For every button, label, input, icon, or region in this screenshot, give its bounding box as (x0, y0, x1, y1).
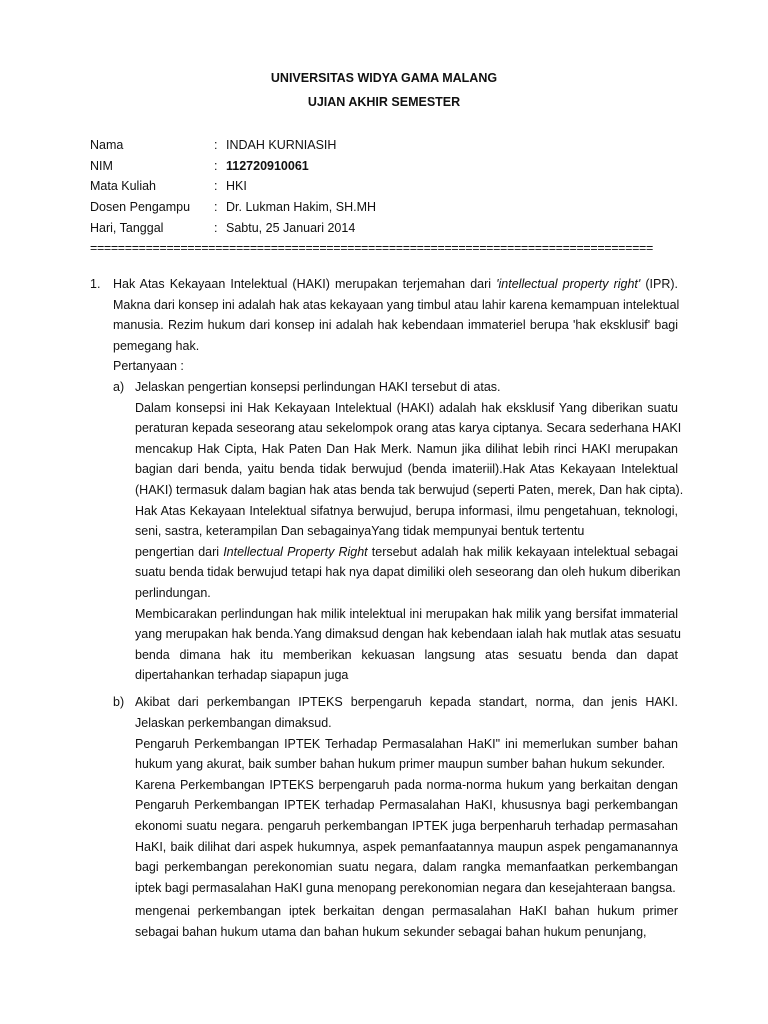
answer-line-ipr: pengertian dari Intellectual Property Right tersebut adalah hak milik kekayaan intelektual sebagai (135, 545, 678, 559)
question-b: Jelaskan perkembangan dimaksud. (135, 716, 332, 730)
answer-line: iptek bagi permasalahan HaKI guna menopang perekonomian negara dan kesejahteraan bangsa. (135, 881, 676, 895)
separator-line: ================================================================================= (90, 241, 653, 255)
answer-line: ekonomi suatu negara. pengaruh perkembangan IPTEK juga berpenharuh terhadap permasahan (135, 819, 678, 833)
answer-line: peraturan kepada seseorang atau sekelompok orang atas karya ciptanya. Secara sederhana HAKI (135, 421, 682, 435)
meta-label: Hari, Tanggal (90, 221, 164, 235)
intro-line: Makna dari konsep ini adalah hak atas kekayaan yang timbul atau lahir karena kemampuan intelektual (113, 298, 680, 312)
answer-line: perlindungan. (135, 586, 211, 600)
meta-colon: : (214, 179, 218, 193)
meta-colon: : (214, 159, 218, 173)
answer-line: seni, sastra, keterampilan Dan sebagainyaYang tidak mempunyai bentuk tertentu (135, 524, 585, 538)
item-marker-b: b) (113, 695, 125, 709)
answer-line: sebagai bahan hukum utama dan bahan hukum sekunder sebagai bahan hukum penunjang, (135, 925, 647, 939)
university-title: UNIVERSITAS WIDYA GAMA MALANG (270, 71, 498, 85)
answer-line: benda dimana hak itu memberikan kekuasan langsung atas sesuatu benda dan dapat (135, 648, 678, 662)
answer-line: hukum yang akurat, baik sumber bahan hukum primer maupun sumber bahan hukum sekunder. (135, 757, 666, 771)
meta-label: NIM (90, 159, 113, 173)
answer-line: Pengaruh Perkembangan IPTEK terhadap Permasalahan HaKI, khususnya bagi perkembangan (135, 798, 678, 812)
meta-value: 112720910061 (226, 159, 309, 173)
answer-line: mencakup Hak Cipta, Hak Paten Dan Hak Merk. Namun jika dilihat lebih rinci HAKI merupakan (135, 442, 678, 456)
answer-line: Pengaruh Perkembangan IPTEK Terhadap Permasalahan HaKI" ini memerlukan sumber bahan (135, 737, 678, 751)
meta-label: Mata Kuliah (90, 179, 157, 193)
meta-colon: : (214, 200, 218, 214)
meta-value: Sabtu, 25 Januari 2014 (226, 221, 356, 235)
item-marker-a: a) (113, 380, 125, 394)
answer-line: (HAKI) termasuk dalam bagian hak atas benda tak berwujud (seperti Paten, merek, Dan hak cipta). (135, 483, 684, 497)
answer-line: Hak Atas Kekayaan Intelektual sifatnya berwujud, berupa informasi, ilmu pengetahuan, teknologi, (135, 504, 678, 518)
pertanyaan-label: Pertanyaan : (113, 359, 184, 373)
meta-label: Nama (90, 138, 124, 152)
intro-line: Hak Atas Kekayaan Intelektual (HAKI) merupakan terjemahan dari 'intellectual property right' (IPR). (113, 277, 678, 291)
answer-line: dipertahankan terhadap siapapun juga (135, 668, 349, 682)
meta-colon: : (214, 221, 218, 235)
meta-value: INDAH KURNIASIH (226, 138, 337, 152)
exam-title: UJIAN AKHIR SEMESTER (307, 95, 461, 109)
intro-line: manusia. Rezim hukum dari konsep ini adalah hak kebendaan immateriel berupa 'hak eksklusif' bagi (113, 318, 678, 332)
answer-line: mengenai perkembangan iptek berkaitan dengan permasalahan HaKI bahan hukum primer (135, 904, 678, 918)
answer-line: yang merupakan hak benda.Yang dimaksud dengan hak kebendaan ialah hak mutlak atas sesuatu (135, 627, 681, 641)
answer-line: Karena Perkembangan IPTEKS berpengaruh pada norma-norma hukum yang berkaitan dengan (135, 778, 678, 792)
meta-value: HKI (226, 179, 247, 193)
question-a: Jelaskan pengertian konsepsi perlindungan HAKI tersebut di atas. (135, 380, 501, 394)
question-b: Akibat dari perkembangan IPTEKS berpengaruh kepada standart, norma, dan jenis HAKI. (135, 695, 678, 709)
answer-line: Dalam konsepsi ini Hak Kekayaan Intelektual (HAKI) adalah hak eksklusif Yang diberikan suatu (135, 401, 678, 415)
answer-line: Membicarakan perlindungan hak milik intelektual ini merupakan hak milik yang bersifat immaterial (135, 607, 678, 621)
answer-line: bagi perkembangan perekonomian suatu negara, dalam rangka memanfaatkan perkembangan (135, 860, 678, 874)
meta-colon: : (214, 138, 218, 152)
meta-value: Dr. Lukman Hakim, SH.MH (226, 200, 377, 214)
question-number: 1. (90, 277, 101, 291)
answer-line: suatu benda tidak berwujud tetapi hak nya dapat dimiliki oleh seseorang dan oleh hukum diberikan (135, 565, 681, 579)
answer-line: HaKI, baik dilihat dari aspek hukumnya, aspek pemanfaatannya maupun aspek pengamanannya (135, 840, 678, 854)
answer-line: bagian dari benda, yaitu benda tidak berwujud (benda imateriil).Hak Atas Kekayaan Intelektual (135, 462, 678, 476)
intro-line: pemegang hak. (113, 339, 200, 353)
meta-label: Dosen Pengampu (90, 200, 191, 214)
